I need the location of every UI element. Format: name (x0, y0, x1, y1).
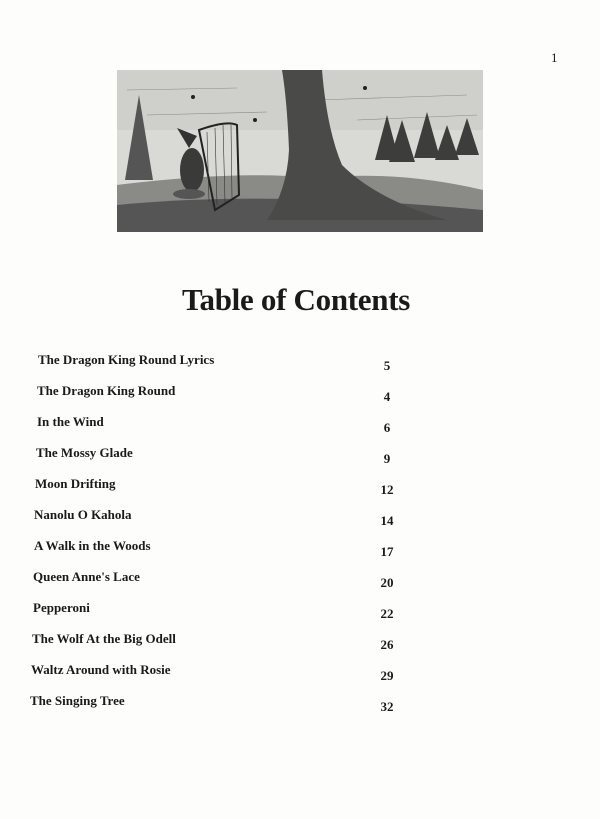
toc-entry-title: Queen Anne's Lace (33, 569, 140, 584)
toc-entry-title: The Dragon King Round (37, 383, 176, 398)
toc-entry-title: The Wolf At the Big Odell (32, 631, 176, 646)
toc-entry-title: The Mossy Glade (36, 445, 133, 460)
toc-entry-page: 12 (380, 482, 394, 497)
toc-entry-page: 29 (380, 668, 394, 683)
toc-entry-page: 14 (380, 513, 394, 528)
toc-entry-title: In the Wind (37, 414, 104, 429)
toc-entry-title: Waltz Around with Rosie (31, 662, 171, 677)
toc-entry-page: 32 (380, 699, 394, 714)
toc-entry-page: 6 (383, 420, 391, 435)
toc-entry-title: The Singing Tree (30, 693, 125, 708)
harpist-forest-illustration (117, 70, 483, 232)
page-title: Table of Contents (181, 282, 410, 317)
toc-entry-page: 4 (383, 389, 391, 404)
toc-entry-page: 17 (380, 544, 394, 559)
toc-entry-title: A Walk in the Woods (34, 538, 151, 553)
page-number: 1 (551, 50, 558, 65)
toc-entry-page: 20 (380, 575, 394, 590)
toc-entry-page: 26 (380, 637, 394, 652)
toc-entry-title: Pepperoni (33, 600, 90, 615)
toc-entry-title: The Dragon King Round Lyrics (38, 352, 215, 367)
toc-entry-title: Moon Drifting (35, 476, 116, 491)
toc-entry-page: 9 (383, 451, 391, 466)
toc-entry-page: 22 (380, 606, 394, 621)
toc-entry-title: Nanolu O Kahola (34, 507, 132, 522)
toc-entry-page: 5 (383, 358, 391, 373)
